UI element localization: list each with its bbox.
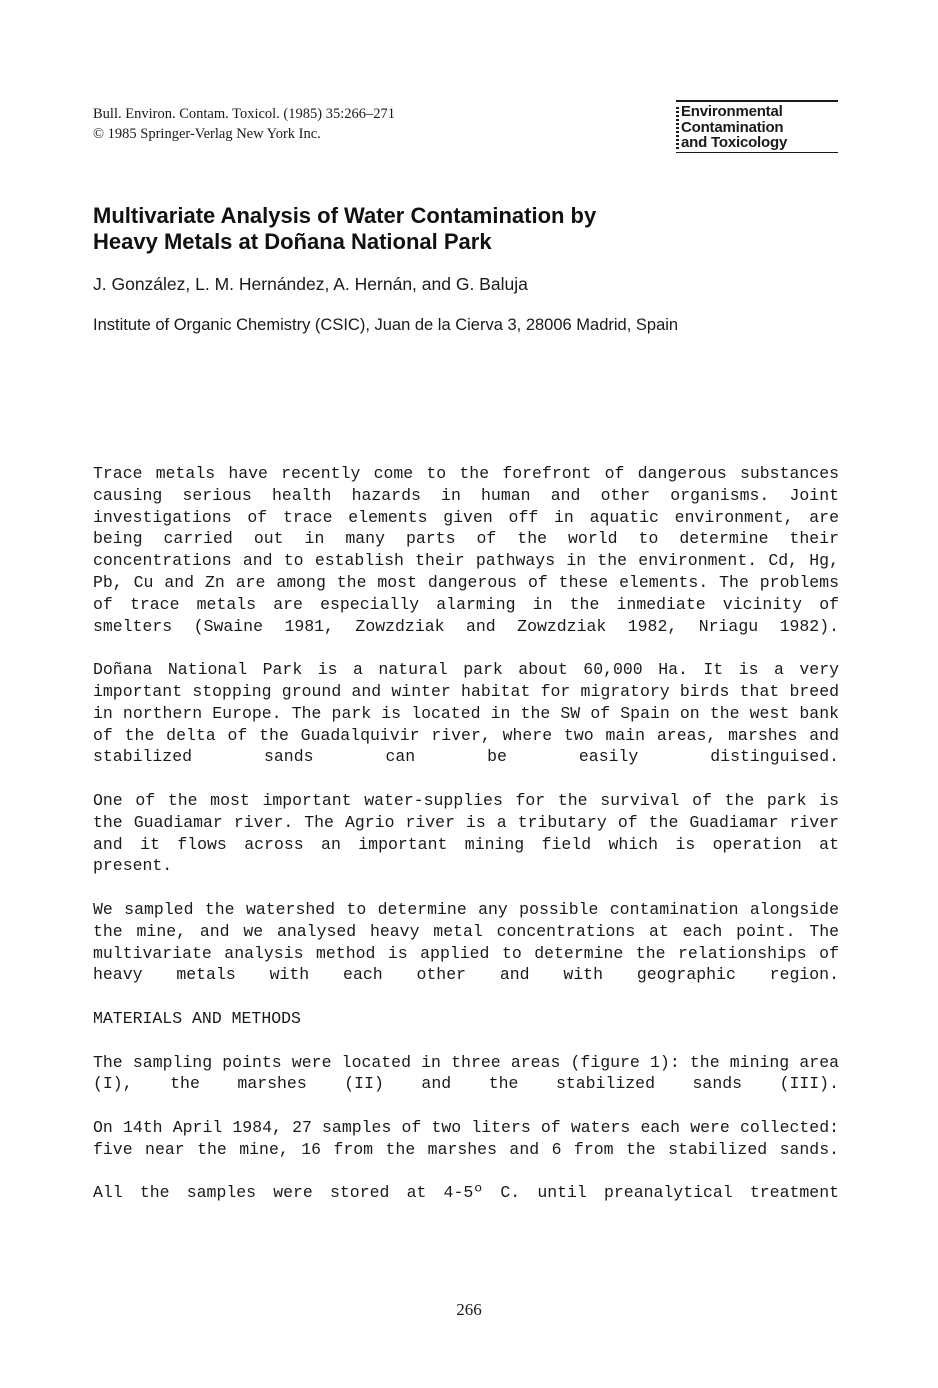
section-heading: MATERIALS AND METHODS xyxy=(93,1008,301,1028)
logo-line-contamination: Contamination xyxy=(681,118,784,136)
logo-bottom-rule xyxy=(676,152,838,153)
title-line: Multivariate Analysis of Water Contamination by xyxy=(93,203,597,228)
paragraph-sampling-aim: We sampled the watershed to determine any possible contamination alongside the mine, and we analysed heavy metal concentrations at each point. The multivariate analysis method is applied to determine the relationships of heavy metals with each other and with geographic region. xyxy=(93,899,839,985)
citation-block xyxy=(93,104,395,144)
paragraph-intro: Trace metals have recently come to the forefront of dangerous substances causing serious health hazards in human and other organisms. Joint investigations of trace elements given off in aquatic environment, are being carried out in many parts of the world to determine their concentrations and to establish their pathways in the environment. Cd, Hg, Pb, Cu and Zn are among the most dangerous of these elements. The problems of trace metals are especially alarming in the inmediate vicinity of smelters (Swaine 1981, Zowzdziak and Zowzdziak 1982, Nriagu 1982). xyxy=(93,464,839,636)
article-body xyxy=(93,463,839,1226)
authors: J. González, L. M. Hernández, A. Hernán, and G. Baluja xyxy=(93,274,528,294)
logo-line-toxicology: and Toxicology xyxy=(681,134,788,151)
paragraph-donana: Doñana National Park is a natural park about 60,000 Ha. It is a very important stopping ground and winter habitat for migratory birds that breed in northern Europe. The park is located in the SW of Spain on the west bank of the delta of the Guadalquivir river, where two main areas, marshes and stabilized sands can be easily distinguised. xyxy=(93,660,839,767)
logo-line-environmental: Environmental xyxy=(681,103,783,120)
journal-logo xyxy=(676,100,838,153)
page-number: 266 xyxy=(456,1300,482,1319)
paragraph-sampling-points: The sampling points were located in three areas (figure 1): the mining area (I), the marshes (II) and the stabilized sands (III). xyxy=(93,1052,839,1094)
copyright-line: © 1985 Springer-Verlag New York Inc. xyxy=(93,126,321,142)
article-title xyxy=(93,203,596,255)
paragraph-storage: All the samples were stored at 4-5º C. until preanalytical treatment xyxy=(93,1183,839,1203)
title-line: Heavy Metals at Doñana National Park xyxy=(93,229,492,254)
paragraph-samples: On 14th April 1984, 27 samples of two liters of waters each were collected: five near the mine, 16 from the marshes and 6 from the stabilized sands. xyxy=(93,1117,839,1159)
citation-line: Bull. Environ. Contam. Toxicol. (1985) 35:266–271 xyxy=(93,106,395,122)
affiliation: Institute of Organic Chemistry (CSIC), Juan de la Cierva 3, 28006 Madrid, Spain xyxy=(93,316,679,334)
paragraph-water-supply: One of the most important water-supplies for the survival of the park is the Guadiamar river. The Agrio river is a tributary of the Guadiamar river and it flows across an important mining field which is operation at present. xyxy=(93,790,839,876)
logo-top-rule xyxy=(676,100,838,102)
